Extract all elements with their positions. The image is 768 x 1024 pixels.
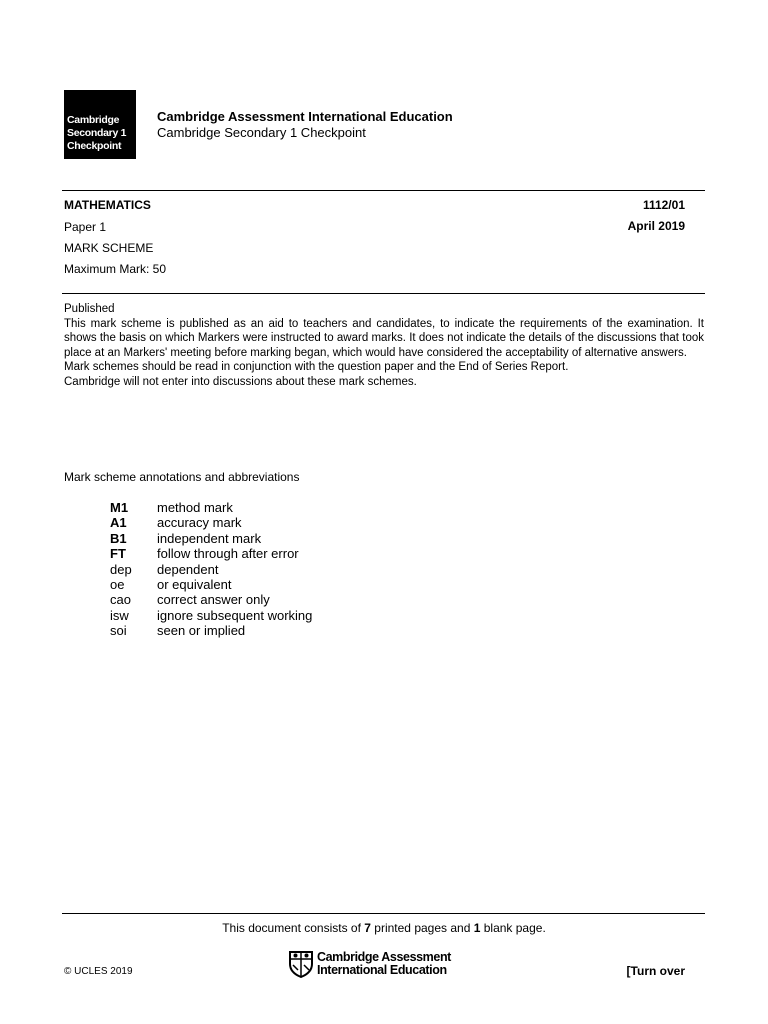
checkpoint-logo xyxy=(64,90,136,159)
middle-divider xyxy=(62,293,705,294)
abbreviation-row xyxy=(110,562,312,577)
logo-line-2: Secondary 1 xyxy=(67,127,127,139)
copyright-notice: © UCLES 2019 xyxy=(64,966,133,977)
abbreviation-row xyxy=(110,608,312,623)
abbreviation-code: FT xyxy=(110,546,126,562)
abbreviation-meaning: seen or implied xyxy=(157,623,246,639)
footer-logo-line-1: Cambridge Assessment xyxy=(317,950,451,964)
maximum-mark: Maximum Mark: 50 xyxy=(64,262,167,276)
discussion-note: Cambridge will not enter into discussions about these mark schemes. xyxy=(64,375,417,388)
turn-over-label: [Turn over xyxy=(626,964,685,978)
footer-logo-text xyxy=(317,951,451,977)
logo-line-3: Checkpoint xyxy=(67,140,122,152)
abbreviation-meaning: dependent xyxy=(157,561,219,577)
abbreviation-meaning: accuracy mark xyxy=(157,515,242,531)
subject-title: MATHEMATICS xyxy=(64,198,151,212)
abbreviation-row xyxy=(110,500,312,515)
abbreviation-code: M1 xyxy=(110,500,129,515)
crest-icon xyxy=(288,950,314,978)
abbreviation-row xyxy=(110,531,312,546)
intro-paragraph: This mark scheme is published as an aid to teachers and candidates, to indicate the requirements of the examination. It shows the basis on which Markers were instructed to award marks. It does not indicate the details of the discussions that took place at an Markers' meeting before marking began, which would have considered the acceptability of alternative answers. xyxy=(64,317,704,359)
logo-line-1: Cambridge xyxy=(67,114,120,126)
published-label: Published xyxy=(64,303,115,315)
abbreviation-meaning: independent mark xyxy=(157,530,262,546)
page-count-middle: printed pages and xyxy=(370,921,474,935)
page-count-suffix: blank page. xyxy=(480,921,546,935)
page-count-note xyxy=(0,921,768,935)
conjunction-note: Mark schemes should be read in conjunction with the question paper and the End of Series Report. xyxy=(64,361,569,373)
printed-page-count: 7 xyxy=(364,921,371,935)
abbreviation-row xyxy=(110,592,312,607)
organization-subtitle: Cambridge Secondary 1 Checkpoint xyxy=(157,125,366,140)
abbreviation-row xyxy=(110,515,312,530)
abbreviation-code: B1 xyxy=(110,530,127,546)
abbreviation-meaning: ignore subsequent working xyxy=(157,607,313,623)
abbreviation-code: isw xyxy=(110,607,129,623)
abbreviation-code: dep xyxy=(110,561,132,577)
abbreviation-code: oe xyxy=(110,577,125,593)
abbreviation-row xyxy=(110,546,312,561)
cambridge-assessment-logo xyxy=(288,950,451,978)
abbreviations-list xyxy=(110,500,312,639)
organization-name: Cambridge Assessment International Education xyxy=(157,109,453,124)
exam-date: April 2019 xyxy=(627,219,685,233)
paper-number: Paper 1 xyxy=(64,220,107,234)
abbreviation-code: A1 xyxy=(110,515,127,531)
paper-code: 1112/01 xyxy=(642,198,685,212)
abbreviation-meaning: or equivalent xyxy=(157,577,232,593)
page-count-prefix: This document consists of xyxy=(222,921,365,935)
blank-page-count: 1 xyxy=(473,921,481,935)
top-divider xyxy=(62,190,705,191)
intro-section xyxy=(64,302,704,389)
abbreviations-heading: Mark scheme annotations and abbreviations xyxy=(64,470,300,484)
abbreviation-meaning: follow through after error xyxy=(157,546,299,562)
footer-logo-line-2: International Education xyxy=(317,963,447,977)
abbreviation-meaning: method mark xyxy=(157,500,233,515)
abbreviation-row xyxy=(110,623,312,638)
abbreviation-meaning: correct answer only xyxy=(157,592,270,608)
abbreviation-code: soi xyxy=(110,623,127,639)
document-type: MARK SCHEME xyxy=(64,241,154,255)
abbreviation-code: cao xyxy=(110,592,131,608)
footer-divider xyxy=(62,913,705,914)
abbreviation-row xyxy=(110,577,312,592)
